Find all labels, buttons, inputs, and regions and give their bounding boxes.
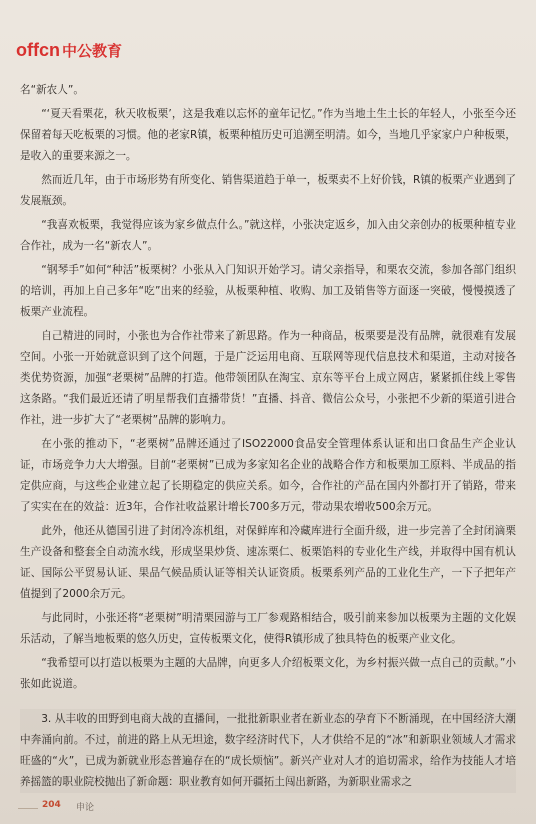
footer-rule (18, 808, 38, 809)
paragraph-9: 与此同时，小张还将“老栗树”明清栗园游与工厂参观路相结合，吸引前来参加以板栗为主题的文化娱乐活动，了解当地板栗的悠久历史，宣传板栗文化，使得R镇形成了独具特色的板栗产业文化。 (20, 612, 516, 645)
section-name: 申论 (76, 803, 95, 813)
paragraph-10: “我希望可以打造以板栗为主题的大品牌，向更多人介绍板栗文化，为乡村振兴做一点自己的贡献。”小张如此说道。 (20, 657, 516, 690)
paragraph-1: 名“新农人”。 (20, 84, 84, 96)
paragraph-3: 然而近几年，由于市场形势有所变化、销售渠道趋于单一，板栗卖不上好价钱，R镇的板栗产业遇到了发展瓶颈。 (20, 174, 516, 207)
logo-chinese: 中公教育 (62, 43, 123, 60)
paragraph-5: “钢琴手”如何“种活”板栗树？小张从入门知识开始学习。请父亲指导，和栗农交流，参加各部门组织的培训，再加上自己多年“吃”出来的经验，从板栗种植、收购、加工及销售等方面逐一突破，慢慢摸透了板栗产业流程。 (20, 264, 516, 318)
paragraph-2: “‘夏天看栗花，秋天收板栗’，这是我难以忘怀的童年记忆。”作为当地土生土长的年轻人，小张至今还保留着每天吃板栗的习惯。他的老家R镇，板栗种植历史可追溯至明清。如今，当地几乎家家户户种板栗，是收入的重要来源之一。 (20, 108, 516, 162)
paragraph-7: 在小张的推动下，“老栗树”品牌还通过了ISO22000食品安全管理体系认证和出口食品生产企业认证，市场竞争力大大增强。目前“老栗树”已成为多家知名企业的战略合作方和板栗加工原料、半成品的指定供应商，与这些企业建立起了长期稳定的供应关系。如今，合作社的产品在国内外都打开了销路，带来了实实在在的效益：近3年，合作社收益累计增长700多万元，带动果农增收500余万元。 (20, 438, 516, 513)
paragraph-8: 此外，他还从德国引进了封闭冷冻机组，对保鲜库和冷藏库进行全面升级，进一步完善了全封闭滴栗生产设备和整套全自动流水线，形成坚果炒货、速冻栗仁、板栗馅料的专业化生产线，并取得中国有机认证、国际公平贸易认证、果品气候品质认证等相关认证资质。板栗系列产品的工业化生产，一下子把年产值提到了2000余万元。 (20, 525, 516, 600)
logo-latin: offcn (16, 40, 60, 60)
body-text (20, 80, 516, 796)
page-footer (18, 800, 518, 816)
offcn-logo (16, 40, 122, 61)
paragraph-4: “我喜欢板栗，我觉得应该为家乡做点什么。”就这样，小张决定返乡，加入由父亲创办的板栗种植专业合作社，成为一名“新农人”。 (20, 219, 516, 252)
paragraph-11: 3. 从丰收的田野到电商大战的直播间，一批批新职业者在新业态的孕育下不断涌现，在中国经济大潮中奔涌向前。不过，前进的路上从无坦途，数字经济时代下，人才供给不足的“冰”和新职业领域人才需求旺盛的“火”，已成为新就业形态普遍存在的“成长烦恼”。新兴产业对人才的追切需求，给作为技能人才培养摇篮的职业院校抛出了新命题：职业教育如何开疆拓土闯出新路，为新职业需求之 (20, 709, 516, 793)
page-number: 204 (42, 800, 61, 810)
paragraph-6: 自己精进的同时，小张也为合作社带来了新思路。作为一种商品，板栗要是没有品牌，就很难有发展空间。小张一开始就意识到了这个问题，于是广泛运用电商、互联网等现代信息技术和渠道，主动对接各类优势资源，加强“老栗树”品牌的打造。他带领团队在淘宝、京东等平台上成立网店，紧紧抓住线上零售这条路。“我们最近还请了明星帮我们直播带货！”直播、抖音、微信公众号，小张把不少新的渠道引进合作社，进一步扩大了“老栗树”品牌的影响力。 (20, 330, 516, 426)
